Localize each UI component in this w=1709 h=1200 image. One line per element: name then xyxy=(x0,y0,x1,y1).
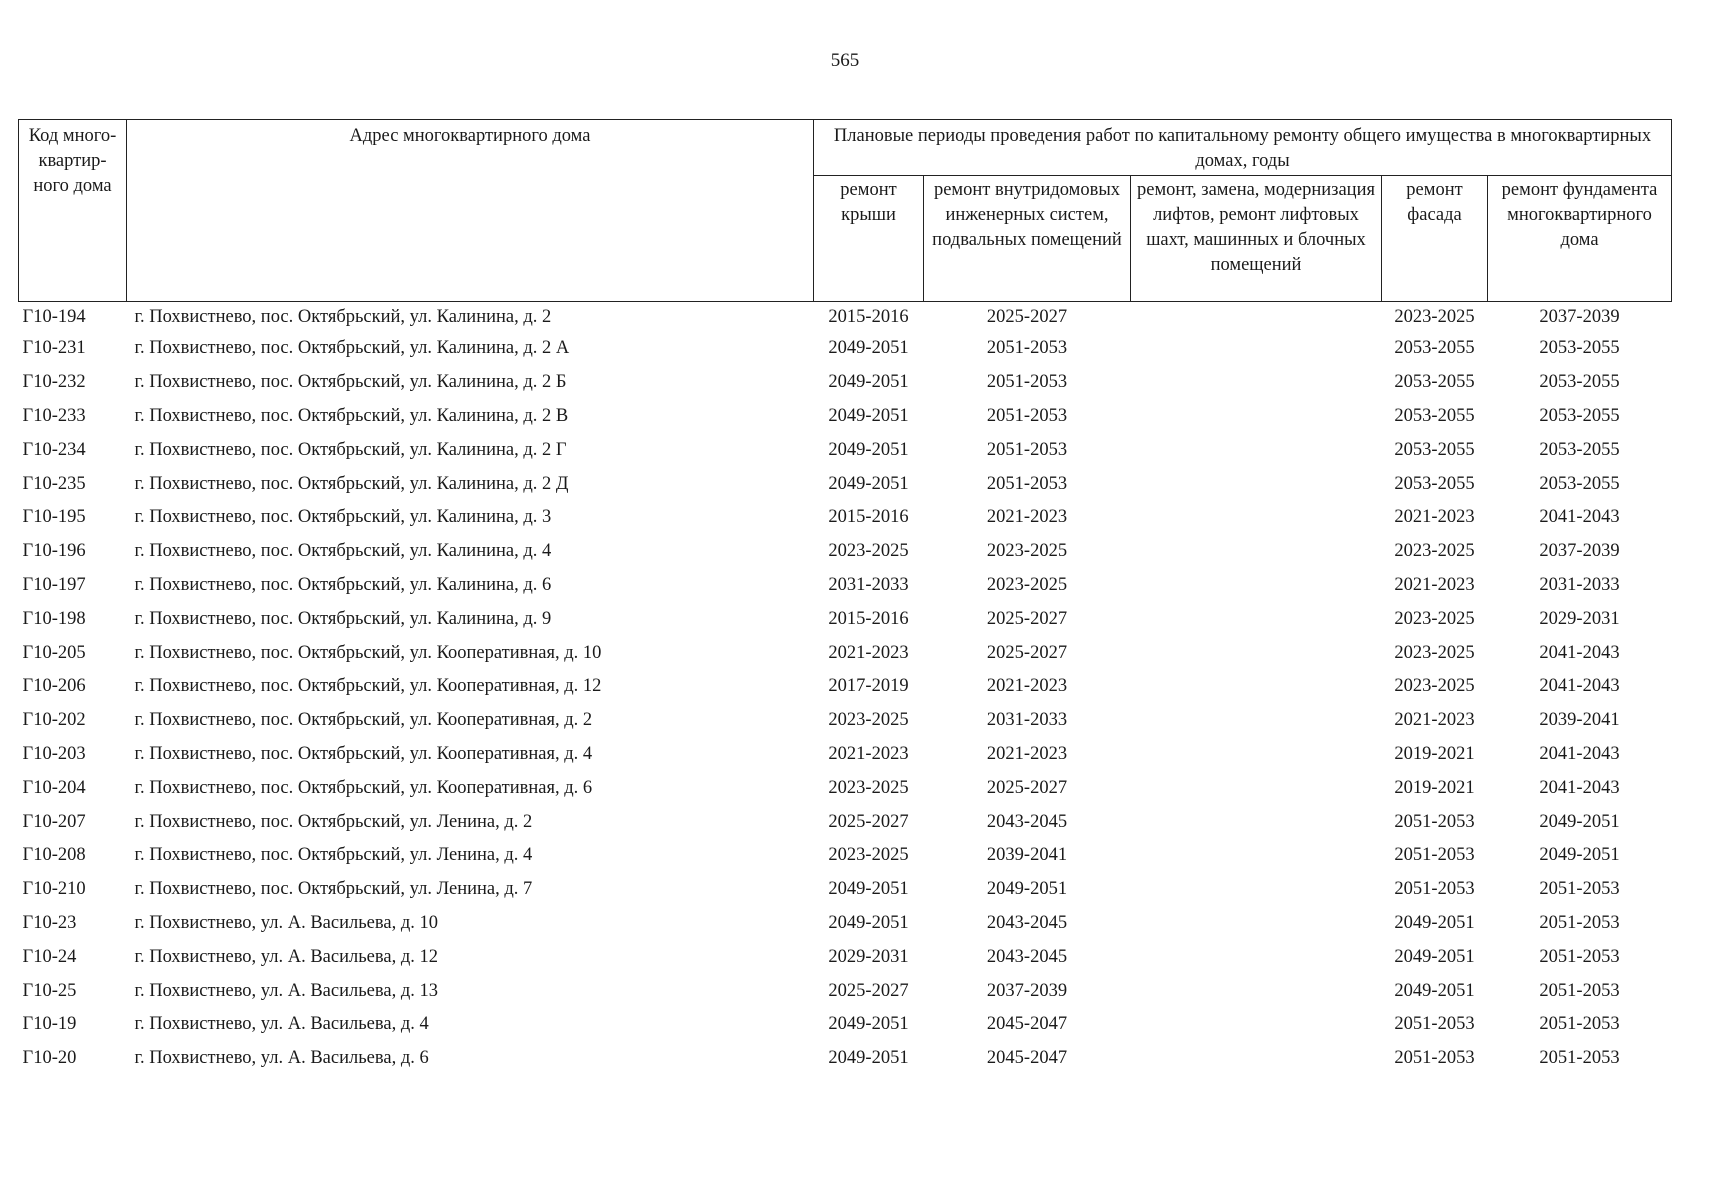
cell-address: г. Похвистнево, ул. А. Васильева, д. 12 xyxy=(134,946,438,967)
cell-foundation: 2051-2053 xyxy=(1539,946,1620,967)
cell-code: Г10-194 xyxy=(22,306,86,327)
cell-roof: 2049-2051 xyxy=(828,439,909,460)
table-row xyxy=(19,670,1672,704)
table-row xyxy=(19,569,1672,603)
cell-roof: 2025-2027 xyxy=(828,980,909,1001)
cell-roof: 2023-2025 xyxy=(828,541,909,562)
cell-roof: 2023-2025 xyxy=(828,710,909,731)
cell-code: Г10-234 xyxy=(22,439,86,460)
cell-roof: 2049-2051 xyxy=(828,372,909,393)
cell-foundation: 2037-2039 xyxy=(1539,306,1620,327)
cell-address: г. Похвистнево, пос. Октябрьский, ул. Ленина, д. 7 xyxy=(134,879,533,900)
cell-lifts xyxy=(1131,873,1382,907)
cell-code: Г10-232 xyxy=(22,372,86,393)
cell-lifts xyxy=(1131,805,1382,839)
cell-foundation: 2039-2041 xyxy=(1539,710,1620,731)
cell-roof: 2015-2016 xyxy=(828,306,909,327)
header-code: Код много-квартир-ного дома xyxy=(19,120,127,302)
cell-address: г. Похвистнево, пос. Октябрьский, ул. Калинина, д. 2 xyxy=(134,306,552,327)
cell-code: Г10-205 xyxy=(22,642,86,663)
cell-foundation: 2029-2031 xyxy=(1539,608,1620,629)
cell-lifts xyxy=(1131,535,1382,569)
cell-code: Г10-233 xyxy=(22,405,86,426)
cell-foundation: 2053-2055 xyxy=(1539,439,1620,460)
cell-foundation: 2053-2055 xyxy=(1539,338,1620,359)
header-lifts: ремонт, замена, модернизация лифтов, ремонт лифтовых шахт, машинных и блочных помещений xyxy=(1131,176,1382,302)
cell-lifts xyxy=(1131,433,1382,467)
cell-lifts xyxy=(1131,602,1382,636)
cell-foundation: 2041-2043 xyxy=(1539,642,1620,663)
table-body xyxy=(19,302,1672,1076)
cell-code: Г10-208 xyxy=(22,845,86,866)
header-facade: ремонт фасада xyxy=(1382,176,1488,302)
table-row xyxy=(19,400,1672,434)
cell-foundation: 2053-2055 xyxy=(1539,405,1620,426)
cell-roof: 2015-2016 xyxy=(828,507,909,528)
cell-engineering: 2025-2027 xyxy=(986,608,1068,629)
table-row xyxy=(19,332,1672,366)
cell-address: г. Похвистнево, пос. Октябрьский, ул. Кооперативная, д. 6 xyxy=(134,777,593,798)
page-number: 565 xyxy=(830,50,860,71)
cell-roof: 2025-2027 xyxy=(828,811,909,832)
cell-code: Г10-231 xyxy=(22,338,86,359)
cell-engineering: 2051-2053 xyxy=(986,338,1068,359)
cell-lifts xyxy=(1131,366,1382,400)
table-row xyxy=(19,940,1672,974)
cell-code: Г10-24 xyxy=(22,946,77,967)
cell-roof: 2023-2025 xyxy=(828,845,909,866)
cell-address: г. Похвистнево, пос. Октябрьский, ул. Калинина, д. 3 xyxy=(134,507,552,528)
cell-engineering: 2039-2041 xyxy=(986,845,1068,866)
cell-lifts xyxy=(1131,940,1382,974)
table-row xyxy=(19,1008,1672,1042)
cell-facade: 2051-2053 xyxy=(1394,811,1475,832)
cell-facade: 2053-2055 xyxy=(1394,372,1475,393)
cell-engineering: 2021-2023 xyxy=(986,676,1068,697)
cell-foundation: 2031-2033 xyxy=(1539,574,1620,595)
cell-foundation: 2051-2053 xyxy=(1539,912,1620,933)
cell-foundation: 2041-2043 xyxy=(1539,507,1620,528)
cell-code: Г10-195 xyxy=(22,507,86,528)
cell-facade: 2023-2025 xyxy=(1394,676,1475,697)
cell-engineering: 2021-2023 xyxy=(986,743,1068,764)
cell-engineering: 2051-2053 xyxy=(986,372,1068,393)
cell-code: Г10-19 xyxy=(22,1014,77,1035)
cell-code: Г10-210 xyxy=(22,879,86,900)
cell-code: Г10-196 xyxy=(22,541,86,562)
cell-roof: 2015-2016 xyxy=(828,608,909,629)
cell-facade: 2049-2051 xyxy=(1394,912,1475,933)
cell-code: Г10-198 xyxy=(22,608,86,629)
cell-lifts xyxy=(1131,467,1382,501)
cell-lifts xyxy=(1131,1042,1382,1076)
cell-address: г. Похвистнево, пос. Октябрьский, ул. Калинина, д. 4 xyxy=(134,541,552,562)
cell-code: Г10-235 xyxy=(22,473,86,494)
cell-foundation: 2041-2043 xyxy=(1539,743,1620,764)
cell-facade: 2051-2053 xyxy=(1394,1014,1475,1035)
cell-code: Г10-197 xyxy=(22,574,86,595)
cell-address: г. Похвистнево, пос. Октябрьский, ул. Кооперативная, д. 4 xyxy=(134,743,593,764)
cell-foundation: 2053-2055 xyxy=(1539,473,1620,494)
cell-roof: 2021-2023 xyxy=(828,743,909,764)
table-row xyxy=(19,873,1672,907)
cell-lifts xyxy=(1131,501,1382,535)
cell-facade: 2053-2055 xyxy=(1394,338,1475,359)
cell-facade: 2051-2053 xyxy=(1394,879,1475,900)
cell-lifts xyxy=(1131,569,1382,603)
cell-lifts xyxy=(1131,332,1382,366)
cell-lifts xyxy=(1131,1008,1382,1042)
cell-lifts xyxy=(1131,636,1382,670)
cell-foundation: 2051-2053 xyxy=(1539,1048,1620,1069)
cell-lifts xyxy=(1131,907,1382,941)
header-roof: ремонт крыши xyxy=(814,176,924,302)
cell-engineering: 2043-2045 xyxy=(986,946,1068,967)
cell-facade: 2021-2023 xyxy=(1394,710,1475,731)
cell-foundation: 2051-2053 xyxy=(1539,879,1620,900)
cell-address: г. Похвистнево, пос. Октябрьский, ул. Ленина, д. 4 xyxy=(134,845,533,866)
cell-engineering: 2045-2047 xyxy=(986,1014,1068,1035)
cell-engineering: 2051-2053 xyxy=(986,473,1068,494)
cell-address: г. Похвистнево, пос. Октябрьский, ул. Калинина, д. 6 xyxy=(134,574,552,595)
cell-facade: 2019-2021 xyxy=(1394,743,1475,764)
cell-facade: 2023-2025 xyxy=(1394,541,1475,562)
cell-address: г. Похвистнево, пос. Октябрьский, ул. Кооперативная, д. 10 xyxy=(134,642,602,663)
table-row xyxy=(19,302,1672,333)
cell-address: г. Похвистнево, пос. Октябрьский, ул. Калинина, д. 2 Б xyxy=(134,372,567,393)
cell-roof: 2049-2051 xyxy=(828,405,909,426)
cell-roof: 2049-2051 xyxy=(828,1048,909,1069)
cell-code: Г10-203 xyxy=(22,743,86,764)
header-engineering: ремонт внутридомовых инженерных систем, подвальных помещений xyxy=(924,176,1131,302)
table-row xyxy=(19,501,1672,535)
cell-foundation: 2053-2055 xyxy=(1539,372,1620,393)
cell-code: Г10-202 xyxy=(22,710,86,731)
cell-facade: 2051-2053 xyxy=(1394,1048,1475,1069)
table-row xyxy=(19,467,1672,501)
cell-engineering: 2045-2047 xyxy=(986,1048,1068,1069)
cell-lifts xyxy=(1131,704,1382,738)
cell-facade: 2021-2023 xyxy=(1394,574,1475,595)
cell-engineering: 2051-2053 xyxy=(986,439,1068,460)
cell-engineering: 2031-2033 xyxy=(986,710,1068,731)
cell-address: г. Похвистнево, пос. Октябрьский, ул. Кооперативная, д. 2 xyxy=(134,710,593,731)
cell-roof: 2029-2031 xyxy=(828,946,909,967)
table-row xyxy=(19,974,1672,1008)
cell-engineering: 2021-2023 xyxy=(986,507,1068,528)
cell-foundation: 2041-2043 xyxy=(1539,777,1620,798)
cell-code: Г10-23 xyxy=(22,912,77,933)
cell-engineering: 2051-2053 xyxy=(986,405,1068,426)
cell-lifts xyxy=(1131,738,1382,772)
cell-address: г. Похвистнево, ул. А. Васильева, д. 6 xyxy=(134,1048,429,1069)
table-row xyxy=(19,602,1672,636)
cell-facade: 2049-2051 xyxy=(1394,980,1475,1001)
cell-facade: 2023-2025 xyxy=(1394,608,1475,629)
header-row-top xyxy=(19,120,1672,176)
cell-facade: 2021-2023 xyxy=(1394,507,1475,528)
cell-facade: 2053-2055 xyxy=(1394,439,1475,460)
cell-facade: 2051-2053 xyxy=(1394,845,1475,866)
repair-schedule-table-wrapper xyxy=(18,119,1671,1076)
cell-address: г. Похвистнево, пос. Октябрьский, ул. Калинина, д. 2 В xyxy=(134,405,569,426)
cell-foundation: 2037-2039 xyxy=(1539,541,1620,562)
table-row xyxy=(19,535,1672,569)
cell-code: Г10-20 xyxy=(22,1048,77,1069)
cell-engineering: 2049-2051 xyxy=(986,879,1068,900)
cell-engineering: 2025-2027 xyxy=(986,306,1068,327)
cell-roof: 2049-2051 xyxy=(828,879,909,900)
table-row xyxy=(19,704,1672,738)
cell-lifts xyxy=(1131,839,1382,873)
table-row xyxy=(19,1042,1672,1076)
cell-address: г. Похвистнево, пос. Октябрьский, ул. Калинина, д. 9 xyxy=(134,608,552,629)
cell-foundation: 2051-2053 xyxy=(1539,1014,1620,1035)
cell-roof: 2031-2033 xyxy=(828,574,909,595)
table-row xyxy=(19,907,1672,941)
cell-engineering: 2037-2039 xyxy=(986,980,1068,1001)
cell-engineering: 2043-2045 xyxy=(986,811,1068,832)
header-address: Адрес многоквартирного дома xyxy=(127,120,814,302)
cell-code: Г10-204 xyxy=(22,777,86,798)
table-header xyxy=(19,120,1672,302)
cell-address: г. Похвистнево, пос. Октябрьский, ул. Калинина, д. 2 Г xyxy=(134,439,567,460)
cell-lifts xyxy=(1131,302,1382,333)
table-row xyxy=(19,738,1672,772)
cell-foundation: 2051-2053 xyxy=(1539,980,1620,1001)
cell-code: Г10-207 xyxy=(22,811,86,832)
cell-engineering: 2023-2025 xyxy=(986,574,1068,595)
cell-address: г. Похвистнево, ул. А. Васильева, д. 13 xyxy=(134,980,438,1001)
table-row xyxy=(19,433,1672,467)
cell-lifts xyxy=(1131,400,1382,434)
table-row xyxy=(19,839,1672,873)
cell-foundation: 2049-2051 xyxy=(1539,811,1620,832)
cell-facade: 2053-2055 xyxy=(1394,473,1475,494)
cell-engineering: 2023-2025 xyxy=(986,541,1068,562)
cell-roof: 2017-2019 xyxy=(828,676,909,697)
cell-facade: 2019-2021 xyxy=(1394,777,1475,798)
cell-address: г. Похвистнево, пос. Октябрьский, ул. Калинина, д. 2 А xyxy=(134,338,570,359)
table-row xyxy=(19,771,1672,805)
repair-schedule-table xyxy=(18,119,1672,1076)
cell-address: г. Похвистнево, пос. Октябрьский, ул. Калинина, д. 2 Д xyxy=(134,473,569,494)
cell-address: г. Похвистнево, ул. А. Васильева, д. 10 xyxy=(134,912,438,933)
cell-facade: 2023-2025 xyxy=(1394,642,1475,663)
cell-foundation: 2041-2043 xyxy=(1539,676,1620,697)
table-row xyxy=(19,366,1672,400)
cell-lifts xyxy=(1131,670,1382,704)
table-row xyxy=(19,805,1672,839)
cell-address: г. Похвистнево, пос. Октябрьский, ул. Кооперативная, д. 12 xyxy=(134,676,602,697)
cell-facade: 2053-2055 xyxy=(1394,405,1475,426)
cell-roof: 2049-2051 xyxy=(828,338,909,359)
cell-address: г. Похвистнево, пос. Октябрьский, ул. Ленина, д. 2 xyxy=(134,811,533,832)
cell-roof: 2049-2051 xyxy=(828,912,909,933)
cell-engineering: 2043-2045 xyxy=(986,912,1068,933)
cell-code: Г10-25 xyxy=(22,980,77,1001)
cell-roof: 2021-2023 xyxy=(828,642,909,663)
cell-foundation: 2049-2051 xyxy=(1539,845,1620,866)
cell-lifts xyxy=(1131,771,1382,805)
cell-roof: 2023-2025 xyxy=(828,777,909,798)
cell-engineering: 2025-2027 xyxy=(986,777,1068,798)
header-planned-periods: Плановые периоды проведения работ по капитальному ремонту общего имущества в многоквартирных домах, годы xyxy=(814,120,1672,176)
cell-facade: 2023-2025 xyxy=(1394,306,1475,327)
cell-address: г. Похвистнево, ул. А. Васильева, д. 4 xyxy=(134,1014,429,1035)
table-row xyxy=(19,636,1672,670)
cell-code: Г10-206 xyxy=(22,676,86,697)
cell-facade: 2049-2051 xyxy=(1394,946,1475,967)
header-foundation: ремонт фундамента многоквартирного дома xyxy=(1488,176,1672,302)
cell-roof: 2049-2051 xyxy=(828,473,909,494)
cell-roof: 2049-2051 xyxy=(828,1014,909,1035)
cell-engineering: 2025-2027 xyxy=(986,642,1068,663)
cell-lifts xyxy=(1131,974,1382,1008)
